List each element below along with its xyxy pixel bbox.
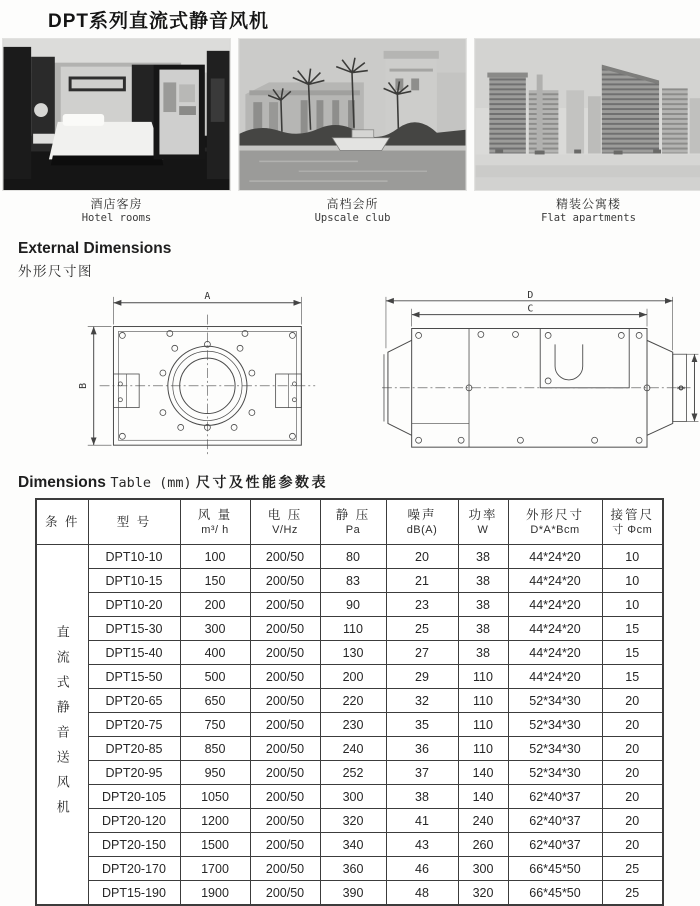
- model-cell: DPT20-170: [88, 857, 180, 881]
- voltage-cell: 200/50: [250, 881, 320, 906]
- model-cell: DPT20-75: [88, 713, 180, 737]
- voltage-cell: 200/50: [250, 737, 320, 761]
- airflow-cell: 150: [180, 569, 250, 593]
- flat-apartments-illustration: [475, 39, 700, 190]
- power-cell: 110: [458, 713, 508, 737]
- pipe-size-cell: 25: [602, 857, 663, 881]
- noise-cell: 23: [386, 593, 458, 617]
- model-cell: DPT10-15: [88, 569, 180, 593]
- static-pressure-cell: 230: [320, 713, 386, 737]
- upscale-club-illustration: [239, 39, 466, 190]
- table-row: [36, 689, 663, 713]
- table-header-row: [36, 499, 663, 545]
- power-cell: 140: [458, 785, 508, 809]
- table-row: [36, 569, 663, 593]
- noise-cell: 29: [386, 665, 458, 689]
- photo-block-club: [238, 38, 467, 225]
- table-heading-en-bold: Dimensions: [18, 474, 106, 492]
- airflow-cell: 1050: [180, 785, 250, 809]
- model-cell: DPT15-30: [88, 617, 180, 641]
- airflow-cell: 1900: [180, 881, 250, 906]
- model-cell: DPT15-190: [88, 881, 180, 906]
- voltage-cell: 200/50: [250, 569, 320, 593]
- dim-label-d: D: [526, 289, 533, 301]
- pipe-size-cell: 15: [602, 641, 663, 665]
- pipe-size-cell: 20: [602, 785, 663, 809]
- noise-cell: 36: [386, 737, 458, 761]
- pipe-size-cell: 20: [602, 713, 663, 737]
- airflow-cell: 1200: [180, 809, 250, 833]
- power-cell: 38: [458, 545, 508, 569]
- caption-apartments: [474, 197, 700, 225]
- noise-cell: 46: [386, 857, 458, 881]
- voltage-cell: 200/50: [250, 713, 320, 737]
- static-pressure-cell: 80: [320, 545, 386, 569]
- table-row: [36, 737, 663, 761]
- pipe-size-cell: 20: [602, 833, 663, 857]
- photo-block-hotel: [2, 38, 231, 225]
- model-cell: DPT15-50: [88, 665, 180, 689]
- model-cell: DPT20-105: [88, 785, 180, 809]
- voltage-cell: 200/50: [250, 785, 320, 809]
- dimension-drawings: [0, 288, 700, 458]
- voltage-cell: 200/50: [250, 593, 320, 617]
- table-row: [36, 809, 663, 833]
- pipe-size-cell: 20: [602, 737, 663, 761]
- airflow-cell: 850: [180, 737, 250, 761]
- hotel-room-photo: [2, 38, 231, 191]
- caption-club-en: Upscale club: [314, 212, 391, 224]
- pipe-size-cell: 10: [602, 569, 663, 593]
- header-static-pressure: 静 压 Pa: [320, 499, 386, 545]
- noise-cell: 27: [386, 641, 458, 665]
- static-pressure-cell: 83: [320, 569, 386, 593]
- table-row: [36, 761, 663, 785]
- model-cell: DPT10-10: [88, 545, 180, 569]
- power-cell: 300: [458, 857, 508, 881]
- spec-table-body: [36, 545, 663, 906]
- model-cell: DPT20-65: [88, 689, 180, 713]
- side-view-drawing: [382, 288, 700, 458]
- header-model: 型 号: [88, 499, 180, 545]
- noise-cell: 37: [386, 761, 458, 785]
- airflow-cell: 100: [180, 545, 250, 569]
- dimensions-cell: 44*24*20: [508, 617, 602, 641]
- caption-apartments-en: Flat apartments: [541, 212, 636, 224]
- airflow-cell: 750: [180, 713, 250, 737]
- table-heading-en-mid: Table (mm): [110, 475, 192, 492]
- condition-vertical-label: 直流式静音送风机: [36, 545, 88, 906]
- caption-hotel: [2, 197, 231, 225]
- dimensions-cell: 52*34*30: [508, 737, 602, 761]
- airflow-cell: 300: [180, 617, 250, 641]
- header-airflow: 风 量 m³/ h: [180, 499, 250, 545]
- voltage-cell: 200/50: [250, 641, 320, 665]
- noise-cell: 48: [386, 881, 458, 906]
- static-pressure-cell: 130: [320, 641, 386, 665]
- table-row: [36, 641, 663, 665]
- model-cell: DPT20-95: [88, 761, 180, 785]
- model-cell: DPT20-120: [88, 809, 180, 833]
- pipe-size-cell: 20: [602, 809, 663, 833]
- pipe-size-cell: 20: [602, 761, 663, 785]
- noise-cell: 41: [386, 809, 458, 833]
- pipe-size-cell: 15: [602, 665, 663, 689]
- power-cell: 38: [458, 569, 508, 593]
- power-cell: 110: [458, 689, 508, 713]
- external-dimensions-heading-zh: 外形尺寸图: [18, 264, 93, 280]
- voltage-cell: 200/50: [250, 665, 320, 689]
- dimensions-cell: 66*45*50: [508, 857, 602, 881]
- airflow-cell: 650: [180, 689, 250, 713]
- static-pressure-cell: 220: [320, 689, 386, 713]
- table-heading-zh: 尺寸及性能参数表: [196, 474, 329, 491]
- power-cell: 38: [458, 641, 508, 665]
- airflow-cell: 200: [180, 593, 250, 617]
- dimensions-cell: 52*34*30: [508, 689, 602, 713]
- power-cell: 240: [458, 809, 508, 833]
- flat-apartments-photo: [474, 38, 700, 191]
- table-heading: [18, 472, 700, 492]
- power-cell: 140: [458, 761, 508, 785]
- pipe-size-cell: 10: [602, 593, 663, 617]
- pipe-size-cell: 20: [602, 689, 663, 713]
- dim-label-b: B: [77, 383, 89, 389]
- dim-label-phi: Φ: [676, 384, 688, 391]
- dimensions-cell: 44*24*20: [508, 569, 602, 593]
- dimensions-cell: 52*34*30: [508, 761, 602, 785]
- dimensions-cell: 44*24*20: [508, 593, 602, 617]
- model-cell: DPT20-85: [88, 737, 180, 761]
- dimensions-cell: 62*40*37: [508, 833, 602, 857]
- caption-club-zh: 高档会所: [326, 197, 379, 211]
- photo-row: [0, 38, 700, 225]
- dimensions-cell: 44*24*20: [508, 665, 602, 689]
- airflow-cell: 1500: [180, 833, 250, 857]
- table-row: [36, 857, 663, 881]
- dimensions-cell: 44*24*20: [508, 545, 602, 569]
- front-view-drawing: [66, 288, 368, 458]
- external-dimensions-heading-en: External Dimensions: [18, 240, 172, 258]
- airflow-cell: 500: [180, 665, 250, 689]
- dim-label-c: C: [526, 303, 533, 315]
- pipe-size-cell: 15: [602, 617, 663, 641]
- header-pipe-size: 接管尺 寸 Φcm: [602, 499, 663, 545]
- static-pressure-cell: 252: [320, 761, 386, 785]
- static-pressure-cell: 320: [320, 809, 386, 833]
- spec-table: [35, 498, 664, 906]
- noise-cell: 35: [386, 713, 458, 737]
- dimensions-cell: 66*45*50: [508, 881, 602, 906]
- table-row: [36, 881, 663, 906]
- static-pressure-cell: 360: [320, 857, 386, 881]
- power-cell: 38: [458, 617, 508, 641]
- photo-block-apartments: [474, 38, 700, 225]
- voltage-cell: 200/50: [250, 833, 320, 857]
- airflow-cell: 950: [180, 761, 250, 785]
- power-cell: 38: [458, 593, 508, 617]
- table-row: [36, 785, 663, 809]
- noise-cell: 43: [386, 833, 458, 857]
- dim-label-a: A: [204, 290, 211, 302]
- header-power: 功率 W: [458, 499, 508, 545]
- pipe-size-cell: 25: [602, 881, 663, 906]
- power-cell: 110: [458, 665, 508, 689]
- dimensions-cell: 44*24*20: [508, 641, 602, 665]
- page-title: DPT系列直流式静音风机: [48, 11, 270, 32]
- static-pressure-cell: 390: [320, 881, 386, 906]
- table-row: [36, 713, 663, 737]
- noise-cell: 32: [386, 689, 458, 713]
- noise-cell: 20: [386, 545, 458, 569]
- caption-hotel-zh: 酒店客房: [90, 197, 143, 211]
- table-row: [36, 833, 663, 857]
- dimensions-cell: 52*34*30: [508, 713, 602, 737]
- header-condition: 条 件: [36, 499, 88, 545]
- model-cell: DPT10-20: [88, 593, 180, 617]
- static-pressure-cell: 90: [320, 593, 386, 617]
- model-cell: DPT20-150: [88, 833, 180, 857]
- voltage-cell: 200/50: [250, 617, 320, 641]
- static-pressure-cell: 300: [320, 785, 386, 809]
- static-pressure-cell: 340: [320, 833, 386, 857]
- model-cell: DPT15-40: [88, 641, 180, 665]
- caption-apartments-zh: 精装公寓楼: [555, 197, 621, 211]
- voltage-cell: 200/50: [250, 761, 320, 785]
- header-voltage: 电 压 V/Hz: [250, 499, 320, 545]
- table-row: [36, 593, 663, 617]
- caption-club: [238, 197, 467, 225]
- dimensions-cell: 62*40*37: [508, 785, 602, 809]
- airflow-cell: 400: [180, 641, 250, 665]
- power-cell: 320: [458, 881, 508, 906]
- noise-cell: 21: [386, 569, 458, 593]
- caption-hotel-en: Hotel rooms: [81, 212, 152, 224]
- table-row: [36, 617, 663, 641]
- static-pressure-cell: 110: [320, 617, 386, 641]
- noise-cell: 25: [386, 617, 458, 641]
- pipe-size-cell: 10: [602, 545, 663, 569]
- voltage-cell: 200/50: [250, 689, 320, 713]
- voltage-cell: 200/50: [250, 545, 320, 569]
- header-dimensions: 外形尺寸 D*A*Bcm: [508, 499, 602, 545]
- dimensions-cell: 62*40*37: [508, 809, 602, 833]
- voltage-cell: 200/50: [250, 809, 320, 833]
- table-row: [36, 665, 663, 689]
- static-pressure-cell: 200: [320, 665, 386, 689]
- voltage-cell: 200/50: [250, 857, 320, 881]
- hotel-room-illustration: [3, 39, 230, 190]
- power-cell: 260: [458, 833, 508, 857]
- airflow-cell: 1700: [180, 857, 250, 881]
- noise-cell: 38: [386, 785, 458, 809]
- table-row: [36, 545, 663, 569]
- static-pressure-cell: 240: [320, 737, 386, 761]
- upscale-club-photo: [238, 38, 467, 191]
- header-noise: 噪声 dB(A): [386, 499, 458, 545]
- power-cell: 110: [458, 737, 508, 761]
